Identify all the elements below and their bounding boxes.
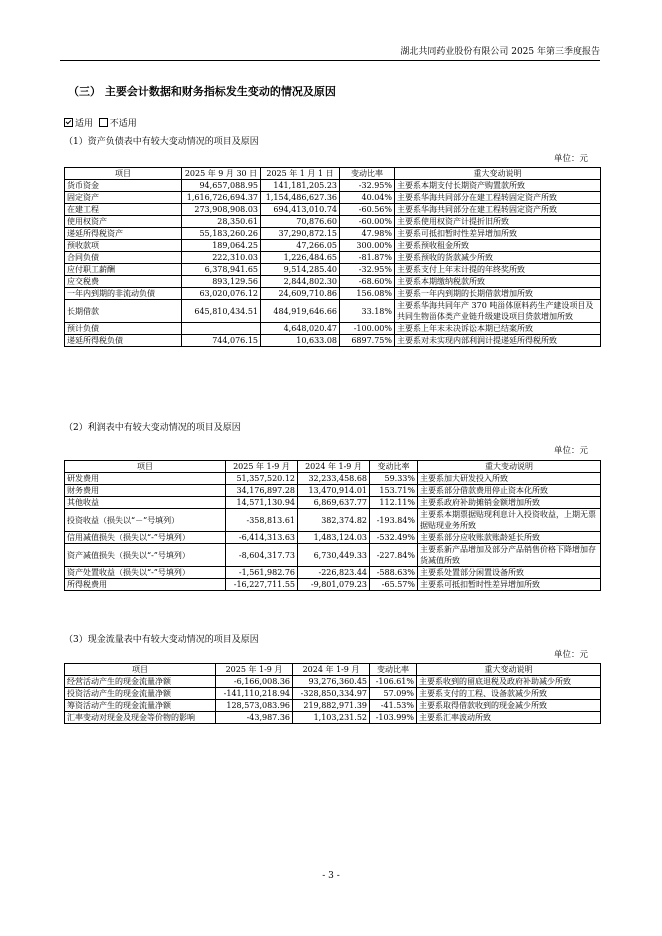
- prior-value-cell: 382,374.82: [298, 509, 370, 532]
- change-rate-cell: 300.00%: [340, 240, 395, 252]
- current-value-cell: 34,176,897.28: [226, 485, 298, 497]
- current-value-cell: 63,020,076.12: [182, 288, 261, 300]
- current-value-cell: 14,571,130.94: [226, 497, 298, 509]
- section-title: （三） 主要会计数据和财务指标发生变动的情况及原因: [68, 85, 336, 98]
- current-value-cell: 645,810,434.51: [182, 300, 261, 323]
- explanation-cell: 主要系预收租金所致: [395, 240, 601, 252]
- balance-unit: 单位：元: [553, 154, 588, 164]
- explanation-cell: 主要系取得借款收到的现金减少所致: [417, 700, 601, 712]
- header-change-rate: 变动比率: [370, 461, 418, 473]
- header-change-rate: 变动比率: [340, 168, 395, 180]
- change-rate-cell: -68.60%: [340, 276, 395, 288]
- table-row: [65, 323, 601, 335]
- header-period-current: 2025 年 9 月 30 日: [182, 168, 261, 180]
- change-rate-cell: -65.57%: [370, 579, 418, 591]
- current-value-cell: -8,604,317.73: [226, 544, 298, 567]
- header-period-prior: 2025 年 1 月 1 日: [261, 168, 340, 180]
- change-rate-cell: -32.95%: [340, 264, 395, 276]
- explanation-cell: 主要系本期票据贴现利息计入投资收益，上期无票据贴现业务所致: [418, 509, 601, 532]
- table-header-row: [65, 461, 601, 473]
- prior-value-cell: 694,413,010.74: [261, 204, 340, 216]
- change-rate-cell: -60.56%: [340, 204, 395, 216]
- header-item: 项目: [65, 664, 216, 676]
- prior-value-cell: -328,850,334.97: [293, 688, 370, 700]
- current-value-cell: 51,357,520.12: [226, 473, 298, 485]
- balance-caption: （1）资产负债表中有较大变动情况的项目及原因: [64, 137, 259, 147]
- cashflow-caption: （3）现金流量表中有较大变动情况的项目及原因: [64, 635, 259, 645]
- table-row: [65, 688, 601, 700]
- table-row: [65, 180, 601, 192]
- not-applicable-label: 不适用: [109, 119, 137, 129]
- explanation-cell: 主要系处置部分闲置设备所致: [418, 567, 601, 579]
- table-row: [65, 204, 601, 216]
- explanation-cell: 主要系支付上年末计提的年终奖所致: [395, 264, 601, 276]
- table-row: [65, 700, 601, 712]
- prior-value-cell: 1,154,486,627.36: [261, 192, 340, 204]
- current-value-cell: 222,310.03: [182, 252, 261, 264]
- header-period-current: 2025 年 1-9 月: [216, 664, 293, 676]
- change-rate-cell: -100.00%: [340, 323, 395, 335]
- item-cell: 在建工程: [65, 204, 182, 216]
- current-value-cell: -6,414,313.63: [226, 532, 298, 544]
- explanation-cell: 主要系政府补助摊销金额增加所致: [418, 497, 601, 509]
- prior-value-cell: -226,823.44: [298, 567, 370, 579]
- explanation-cell: 主要系一年内到期的长期借款增加所致: [395, 288, 601, 300]
- table-row: [65, 335, 601, 347]
- change-rate-cell: 40.04%: [340, 192, 395, 204]
- table-row: [65, 276, 601, 288]
- table-row: [65, 544, 601, 567]
- item-cell: 应交税费: [65, 276, 182, 288]
- item-cell: 货币资金: [65, 180, 182, 192]
- table-row: [65, 264, 601, 276]
- explanation-cell: 主要系本期支付长期资产购置款所致: [395, 180, 601, 192]
- explanation-cell: 主要系预收的货款减少所致: [395, 252, 601, 264]
- current-value-cell: [182, 323, 261, 335]
- change-rate-cell: -103.99%: [370, 712, 417, 724]
- change-rate-cell: 6897.75%: [340, 335, 395, 347]
- change-rate-cell: 112.11%: [370, 497, 418, 509]
- header-explanation: 重大变动说明: [418, 461, 601, 473]
- table-row: [65, 567, 601, 579]
- change-rate-cell: -41.53%: [370, 700, 417, 712]
- current-value-cell: 55,183,260.26: [182, 228, 261, 240]
- header-period-current: 2025 年 1-9 月: [226, 461, 298, 473]
- change-rate-cell: 47.98%: [340, 228, 395, 240]
- prior-value-cell: 2,844,802.30: [261, 276, 340, 288]
- cash-flow-table: [64, 663, 601, 724]
- change-rate-cell: -106.61%: [370, 676, 417, 688]
- item-cell: 一年内到期的非流动负债: [65, 288, 182, 300]
- current-value-cell: -16,227,711.55: [226, 579, 298, 591]
- applicable-label: 适用: [75, 119, 94, 129]
- current-value-cell: 273,908,908.03: [182, 204, 261, 216]
- item-cell: 投资收益（损失以“－”号填列）: [65, 509, 226, 532]
- current-value-cell: -43,987.36: [216, 712, 293, 724]
- explanation-cell: 主要系部分借款费用停止资本化所致: [418, 485, 601, 497]
- current-value-cell: 893,129.56: [182, 276, 261, 288]
- balance-sheet-table: [64, 167, 601, 347]
- item-cell: 资产减值损失（损失以“-”号填列）: [65, 544, 226, 567]
- explanation-cell: 主要系使用权资产计提折旧所致: [395, 216, 601, 228]
- explanation-cell: 主要系对未实现内部利润计提递延所得税所致: [395, 335, 601, 347]
- header-period-prior: 2024 年 1-9 月: [298, 461, 370, 473]
- item-cell: 使用权资产: [65, 216, 182, 228]
- prior-value-cell: 484,919,646.66: [261, 300, 340, 323]
- table-row: [65, 192, 601, 204]
- prior-value-cell: 4,648,020.47: [261, 323, 340, 335]
- table-row: [65, 288, 601, 300]
- prior-value-cell: 70,876.60: [261, 216, 340, 228]
- explanation-cell: 主要系华海共同年产 370 吨甾体原料药生产建设项目及共同生物甾体类产业链升级建设项目贷款增加所致: [395, 300, 601, 323]
- change-rate-cell: -532.49%: [370, 532, 418, 544]
- change-rate-cell: -193.84%: [370, 509, 418, 532]
- current-value-cell: -141,110,218.94: [216, 688, 293, 700]
- item-cell: 信用减值损失（损失以“-”号填列）: [65, 532, 226, 544]
- item-cell: 预计负债: [65, 323, 182, 335]
- prior-value-cell: 1,103,231.52: [293, 712, 370, 724]
- income-unit: 单位：元: [553, 446, 588, 456]
- prior-value-cell: 1,226,484.65: [261, 252, 340, 264]
- item-cell: 研发费用: [65, 473, 226, 485]
- table-row: [65, 532, 601, 544]
- change-rate-cell: -60.00%: [340, 216, 395, 228]
- table-row: [65, 485, 601, 497]
- change-rate-cell: 153.71%: [370, 485, 418, 497]
- table-row: [65, 579, 601, 591]
- current-value-cell: -6,166,008.36: [216, 676, 293, 688]
- page-number: - 3 -: [322, 871, 340, 881]
- cashflow-unit: 单位：元: [553, 650, 588, 660]
- item-cell: 其他收益: [65, 497, 226, 509]
- income-caption: （2）利润表中有较大变动情况的项目及原因: [64, 423, 241, 433]
- explanation-cell: 主要系本期缴纳税款所致: [395, 276, 601, 288]
- explanation-cell: 主要系华海共同部分在建工程转固定资产所致: [395, 204, 601, 216]
- header-change-rate: 变动比率: [370, 664, 417, 676]
- item-cell: 递延所得税负债: [65, 335, 182, 347]
- item-cell: 合同负债: [65, 252, 182, 264]
- change-rate-cell: -588.63%: [370, 567, 418, 579]
- prior-value-cell: 37,290,872.15: [261, 228, 340, 240]
- prior-value-cell: 47,266.05: [261, 240, 340, 252]
- explanation-cell: 主要系华海共同部分在建工程转固定资产所致: [395, 192, 601, 204]
- explanation-cell: 主要系可抵扣暂时性差异增加所致: [395, 228, 601, 240]
- prior-value-cell: 9,514,285.40: [261, 264, 340, 276]
- item-cell: 递延所得税资产: [65, 228, 182, 240]
- current-value-cell: 6,378,941.65: [182, 264, 261, 276]
- header-period-prior: 2024 年 1-9 月: [293, 664, 370, 676]
- item-cell: 汇率变动对现金及现金等价物的影响: [65, 712, 216, 724]
- prior-value-cell: 13,470,914.01: [298, 485, 370, 497]
- explanation-cell: 主要系上年末未决诉讼本期已结案所致: [395, 323, 601, 335]
- table-row: [65, 252, 601, 264]
- explanation-cell: 主要系加大研发投入所致: [418, 473, 601, 485]
- current-value-cell: 189,064.25: [182, 240, 261, 252]
- table-row: [65, 228, 601, 240]
- item-cell: 财务费用: [65, 485, 226, 497]
- explanation-cell: 主要系支付的工程、设备款减少所致: [417, 688, 601, 700]
- table-row: [65, 473, 601, 485]
- prior-value-cell: 141,181,205.23: [261, 180, 340, 192]
- item-cell: 长期借款: [65, 300, 182, 323]
- checked-checkbox-icon[interactable]: [64, 118, 73, 127]
- change-rate-cell: 33.18%: [340, 300, 395, 323]
- current-value-cell: -358,813.61: [226, 509, 298, 532]
- report-header: 湖北共同药业股份有限公司 2025 年第三季度报告: [400, 47, 600, 57]
- change-rate-cell: 156.08%: [340, 288, 395, 300]
- table-row: [65, 509, 601, 532]
- unchecked-checkbox-icon[interactable]: [99, 118, 108, 127]
- header-item: 项目: [65, 461, 226, 473]
- explanation-cell: 主要系新产品增加及部分产品销售价格下降增加存货减值所致: [418, 544, 601, 567]
- table-row: [65, 712, 601, 724]
- table-row: [65, 676, 601, 688]
- item-cell: 经营活动产生的现金流量净额: [65, 676, 216, 688]
- prior-value-cell: 6,869,637.77: [298, 497, 370, 509]
- prior-value-cell: 93,276,360.45: [293, 676, 370, 688]
- table-header-row: [65, 664, 601, 676]
- current-value-cell: 28,350.61: [182, 216, 261, 228]
- table-row: [65, 240, 601, 252]
- header-explanation: 重大变动说明: [395, 168, 601, 180]
- applicability-options: [64, 116, 137, 129]
- prior-value-cell: 32,233,458.68: [298, 473, 370, 485]
- table-row: [65, 216, 601, 228]
- explanation-cell: 主要系部分应收账款账龄延长所致: [418, 532, 601, 544]
- item-cell: 筹资活动产生的现金流量净额: [65, 700, 216, 712]
- table-header-row: [65, 168, 601, 180]
- explanation-cell: 主要系收到的留底退税及政府补助减少所致: [417, 676, 601, 688]
- current-value-cell: 94,657,088.95: [182, 180, 261, 192]
- income-statement-table: [64, 460, 601, 591]
- item-cell: 投资活动产生的现金流量净额: [65, 688, 216, 700]
- prior-value-cell: 24,609,710.86: [261, 288, 340, 300]
- prior-value-cell: 219,882,971.39: [293, 700, 370, 712]
- prior-value-cell: 10,633.08: [261, 335, 340, 347]
- current-value-cell: 744,076.15: [182, 335, 261, 347]
- explanation-cell: 主要系可抵扣暂时性差异增加所致: [418, 579, 601, 591]
- explanation-cell: 主要系汇率波动所致: [417, 712, 601, 724]
- header-rule: [60, 60, 600, 61]
- table-row: [65, 300, 601, 323]
- prior-value-cell: 1,483,124.03: [298, 532, 370, 544]
- item-cell: 应付职工薪酬: [65, 264, 182, 276]
- prior-value-cell: 6,730,449.33: [298, 544, 370, 567]
- current-value-cell: -1,561,982.76: [226, 567, 298, 579]
- change-rate-cell: 57.09%: [370, 688, 417, 700]
- table-row: [65, 497, 601, 509]
- change-rate-cell: -81.87%: [340, 252, 395, 264]
- item-cell: 资产处置收益（损失以“-”号填列）: [65, 567, 226, 579]
- header-explanation: 重大变动说明: [417, 664, 601, 676]
- change-rate-cell: -32.95%: [340, 180, 395, 192]
- change-rate-cell: 59.33%: [370, 473, 418, 485]
- prior-value-cell: -9,801,079.23: [298, 579, 370, 591]
- item-cell: 所得税费用: [65, 579, 226, 591]
- header-item: 项目: [65, 168, 182, 180]
- item-cell: 预收款项: [65, 240, 182, 252]
- item-cell: 固定资产: [65, 192, 182, 204]
- change-rate-cell: -227.84%: [370, 544, 418, 567]
- current-value-cell: 128,573,083.96: [216, 700, 293, 712]
- current-value-cell: 1,616,726,694.37: [182, 192, 261, 204]
